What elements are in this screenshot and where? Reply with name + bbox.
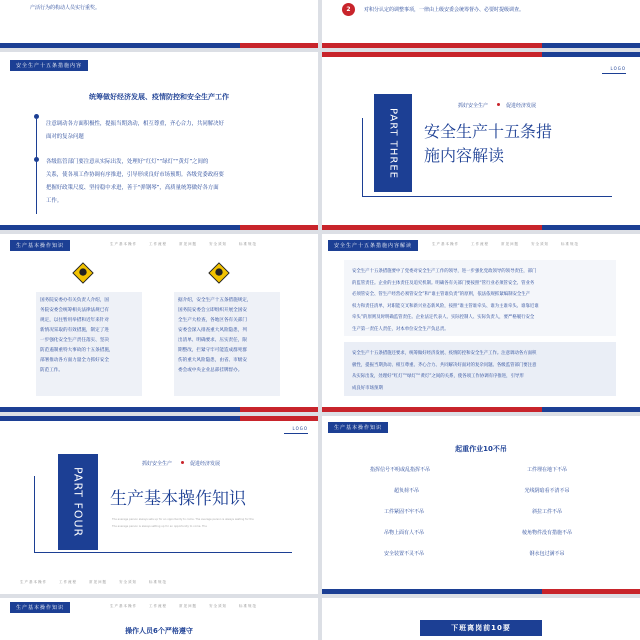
dot-icon	[497, 103, 500, 106]
slide-7[interactable]	[0, 416, 318, 594]
logo: LOGO	[292, 426, 308, 431]
rule-item: 棱角物件没有措施不吊	[521, 530, 572, 536]
slide-7-title: 生产基本操作知识	[110, 489, 246, 509]
subtitle-right: 促进经济发展	[506, 103, 537, 109]
bottom-bar-blue	[322, 589, 542, 594]
frame-line	[362, 196, 612, 197]
nav-item[interactable]: 生产基本操作	[20, 580, 47, 584]
subtitle-left: 抓好安全生产	[142, 461, 173, 467]
info-card-2: 安全生产十五条措施还要求，统筹做好经济发展、疫情防控和安全生产工作。注意调动各方面积 极性，提振当期劲动、相互尊重、齐心合力、共同解决好面对的复杂问题。各级监管部门要注意 从实际出发，处理好“红灯”“绿灯”“黄灯”之间的关系，使各项工作协调有序推进，引导形 成良好市场预期	[344, 342, 616, 396]
slide-1-text: 产活行为的构动人员实行重奖。	[30, 5, 101, 11]
rule-item: 钢水包过满不吊	[529, 551, 565, 557]
info-card-2: 据介绍，安全生产十五条措施规定， 国务院安委会立即组织开展全国安 全生产大检查，各地区各有关部门 安委会深入排查重大风险隐患，列 出清单、明确要求、压实责任，限 期整改，拦紧守牢可能造成群死群 伤的重大风险隐患，由省、市级安 委会或中央企业总部挂牌督办。	[174, 292, 280, 396]
deco-line	[284, 433, 308, 434]
frame-line	[362, 118, 363, 196]
part-label: PART FOUR	[71, 466, 85, 538]
nav-item[interactable]: 安全须知	[209, 604, 227, 608]
slide-1[interactable]	[0, 0, 318, 48]
section-tag: 安全生产十五条措施内容	[10, 60, 88, 71]
slide-9[interactable]	[0, 598, 318, 640]
section-tag: 安全生产十五条措施内容解读	[328, 240, 418, 251]
slide-6[interactable]	[322, 234, 640, 412]
timeline-line	[36, 119, 37, 214]
rule-item: 吊物上面有人不吊	[384, 530, 425, 536]
frame-line	[34, 476, 35, 552]
number-badge: 2	[342, 3, 355, 16]
top-nav	[432, 242, 579, 247]
slide-2[interactable]	[322, 0, 640, 48]
bottom-bar-blue	[542, 43, 640, 48]
nav-item[interactable]: 安全须知	[119, 580, 137, 584]
bottom-bar-red	[322, 407, 542, 412]
bottom-bar-blue	[542, 407, 640, 412]
crane-rules-grid	[352, 466, 612, 557]
dot-icon	[181, 461, 184, 464]
section-tag: 生产基本操作知识	[10, 602, 70, 613]
bottom-bar-blue	[0, 407, 240, 412]
warning-sign-icon	[72, 262, 94, 284]
nav-item[interactable]: 工作流程	[471, 242, 489, 246]
slide-4-title: 安全生产十五条措 施内容解读	[424, 122, 553, 165]
slide-9-title: 操作人员6个严格遵守	[125, 627, 193, 635]
nav-item[interactable]: 安全须知	[209, 242, 227, 246]
nav-item[interactable]: 常见问题	[501, 242, 519, 246]
nav-item[interactable]: 工作流程	[149, 242, 167, 246]
top-nav	[110, 242, 257, 247]
deco-line	[602, 73, 626, 74]
nav-item[interactable]: 生产基本操作	[432, 242, 459, 246]
slide-10[interactable]	[322, 598, 640, 640]
section-tag: 生产基本操作知识	[328, 422, 388, 433]
nav-item[interactable]: 安全须知	[531, 242, 549, 246]
nav-item[interactable]: 工作流程	[149, 604, 167, 608]
english-description: The average person always sets up for an opportunity to come. The average person is always waiting for the The average person is always setting up for an opportunity to come. The	[112, 518, 254, 528]
rule-item: 工件埋在地下不吊	[526, 467, 567, 473]
nav-item[interactable]: 常见问题	[179, 242, 197, 246]
rule-item: 安全装置不灵不吊	[384, 551, 425, 557]
bottom-bar-red	[240, 225, 318, 230]
paragraph-1: 注意调动各方面积极性，提振当期劲动，相互尊重，齐心合力，共同解决好 面对的复杂问题	[46, 121, 224, 140]
rule-item: 斜拉工件不吊	[531, 509, 562, 515]
slide-5[interactable]	[0, 234, 318, 412]
slide-10-title: 下班离岗前10要	[451, 624, 511, 632]
subtitle-right: 促进经济发展	[190, 461, 221, 467]
rule-item: 超负荷不吊	[394, 488, 420, 494]
top-nav	[110, 604, 257, 609]
section-tag: 生产基本操作知识	[10, 240, 70, 251]
frame-line	[34, 552, 292, 553]
info-card-1: 国务院安委办有关负责人介绍，国 务院安委会统筹相关法律法规已有 规定，以往暂用举措和近年来针对 新情况采取的有效措施，制定了进 一步强化安全生产责任落实、坚决 防范遏制重特大事故的十五条措施， 部署推动各方面力量全力抓好安全 防范工作。	[36, 292, 142, 396]
part-label: PART THREE	[387, 107, 399, 179]
logo: LOGO	[610, 66, 626, 71]
info-card-1: 安全生产十五条措施要中了党委对安全生产工作的领导，进一步强化党政领导的领导责任，部门 的监管责任。企业的主体责任及追究机制。明确各有关部门要按照“管行业必须管安全、管业务 必须管安全、管生产经营必须管安全”和“谁主管谁负责”的原则，依法依规抓紧编制安全生产 权力和责任清单，对职能交叉和新兴业态新风险，按照“谁主管谁牵头、谁为主谁牵头、谁靠近谁 牵头”的原则及时明确监管责任。企业法定代表人、实际控制人、实际负责人，要严格履行安全 生产第一责任人责任，对本单位安全生产负总责。	[344, 260, 616, 336]
dot-icon	[34, 157, 39, 162]
bottom-bar-blue	[0, 43, 240, 48]
nav-item[interactable]: 生产基本操作	[110, 242, 137, 246]
rule-item: 工件紧固不牢不吊	[384, 509, 425, 515]
top-bar-red	[322, 52, 542, 57]
bottom-bar-red	[240, 407, 318, 412]
nav-item[interactable]: 工作流程	[59, 580, 77, 584]
subtitle-left: 抓好安全生产	[458, 103, 489, 109]
bottom-bar-red	[542, 589, 640, 594]
nav-item[interactable]: 常见问题	[179, 604, 197, 608]
slide-4[interactable]	[322, 52, 640, 230]
nav-item[interactable]: 标准规范	[239, 242, 257, 246]
nav-item[interactable]: 标准规范	[149, 580, 167, 584]
paragraph-2: 各级监管部门要注意从实际出发，处理好“红灯”“绿灯”“黄灯”之间的 关系，使各项工作协调有序推进，引导形成良好市场预期。各级党委政府要 把握好政策尺度、坚持稳中求进，善于“弹钢琴”，高质量统筹做好各方面 工作。	[46, 159, 224, 204]
nav-item[interactable]: 生产基本操作	[110, 604, 137, 608]
bottom-bar-red	[240, 43, 318, 48]
warning-sign-icon	[208, 262, 230, 284]
bottom-bar-blue	[0, 225, 240, 230]
nav-item[interactable]: 常见问题	[89, 580, 107, 584]
bottom-nav	[20, 580, 167, 585]
bottom-bar-blue	[542, 225, 640, 230]
rule-item: 指挥信号不明或乱指挥不吊	[370, 467, 431, 473]
slide-3[interactable]	[0, 52, 318, 230]
top-bar-red	[240, 416, 318, 421]
slide-8[interactable]	[322, 416, 640, 594]
slide-8-title: 起重作业10不吊	[455, 445, 507, 453]
bottom-bar-red	[322, 43, 542, 48]
top-bar-blue	[542, 52, 640, 57]
rule-item: 光线阴暗看不清不吊	[524, 488, 570, 494]
nav-item[interactable]: 标准规范	[239, 604, 257, 608]
nav-item[interactable]: 标准规范	[561, 242, 579, 246]
bottom-bar-red	[322, 225, 542, 230]
slide-3-title: 统筹做好经济发展、疫情防控和安全生产工作	[89, 93, 229, 101]
slide-2-text: 对积分认定的调整事项，一律由上级安委会统筹督办、必要时提级调查。	[364, 7, 525, 13]
top-bar-blue	[0, 416, 240, 421]
